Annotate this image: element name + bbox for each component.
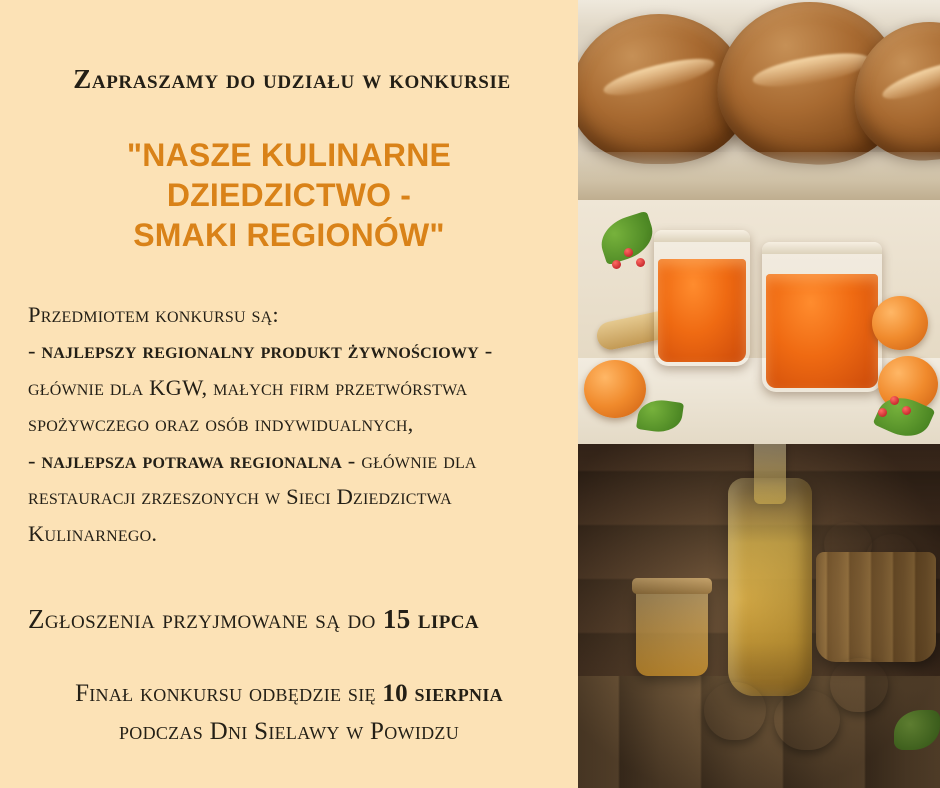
title-line-1: "NASZE KULINARNE DZIEDZICTWO - [126,137,452,213]
quince-icon [774,690,840,750]
bullet-1-cont-2: spożywczego oraz osób indywidualnych, [28,411,414,437]
redcurrant-icon [624,248,633,257]
bullet-1-line [28,333,552,369]
redcurrant-icon [890,396,899,405]
bullet-1-bold: najlepszy regionalny produkt żywnościowy [41,338,479,364]
jam-contents [766,274,878,388]
bullet-1-suffix: - [478,338,493,364]
jar-lid [632,578,712,594]
final-date: 10 sierpnia [382,679,503,707]
jam-jar-left-icon [654,230,750,366]
bullet-1-cont-1: głównie dla KGW, małych firm przetwórstwa [28,374,468,400]
bullet-1-prefix: - [28,338,42,364]
bullet-2-suffix: - głównie dla [341,447,477,473]
apricot-icon [872,296,928,350]
quince-icon [704,682,766,740]
redcurrant-icon [902,406,911,415]
jam-contents [658,259,746,362]
honey-jar-icon [636,588,708,676]
invite-line: Zapraszamy do udziału w konkursie [73,64,511,94]
redcurrant-icon [878,408,887,417]
bread-photo [578,0,940,200]
liqueur-photo [578,444,940,788]
apricot-icon [584,360,646,418]
title-line-2: SMAKI REGIONÓW" [133,217,445,253]
redcurrant-icon [636,258,645,267]
final-location: podczas Dni Sielawy w Powidzu [118,718,460,746]
bullet-2-prefix: - [28,447,42,473]
leaf-icon [595,211,659,266]
contest-subject-block [26,297,552,552]
final-text: Finał konkursu odbędzie się [75,679,383,707]
page-title [26,135,552,255]
liqueur-bottle-icon [728,478,812,696]
bread-table-surface [578,152,940,200]
submission-deadline [26,604,552,635]
poster-photo-column [578,0,940,788]
jam-jar-right-icon [762,242,882,392]
bullet-2-bold: najlepsza potrawa regionalna [41,447,342,473]
deadline-date: 15 lipca [382,604,479,635]
jar-rim [654,230,750,242]
wicker-basket-icon [816,552,936,662]
redcurrant-icon [612,260,621,269]
deadline-text: Zgłoszenia przyjmowane są do [28,604,383,635]
jam-photo [578,200,940,444]
bullet-2-cont-2: Kulinarnego. [28,520,158,546]
final-event-block [0,675,578,753]
quince-icon [830,658,888,712]
bullet-2-cont-1: restauracji zrzeszonych w Sieci Dziedzictwa [28,484,452,510]
bullet-2-line [28,443,552,479]
jar-rim [762,242,882,254]
final-line-1 [0,675,578,714]
subject-intro: Przedmiotem konkursu są: [28,302,279,327]
